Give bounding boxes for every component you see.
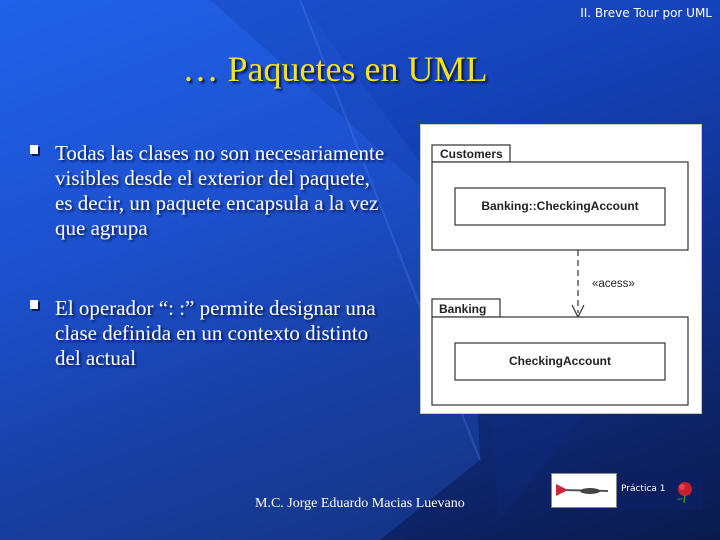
package-name-label: Customers (440, 147, 503, 161)
dart-image (551, 473, 617, 508)
bullet-text: El operador “: :” permite designar una clase definida en un contexto distinto del actual (55, 296, 376, 370)
rose-icon (672, 478, 698, 504)
package-banking (432, 299, 688, 405)
bullet-marker-icon (30, 300, 38, 309)
dependency-arrow (572, 250, 635, 317)
section-header: II. Breve Tour por UML (580, 6, 712, 20)
package-customers (432, 145, 688, 250)
class-name-label: CheckingAccount (508, 354, 612, 368)
slide-title: … Paquetes en UML (182, 49, 488, 89)
class-box-top (455, 188, 665, 225)
uml-package-diagram (420, 124, 702, 414)
package-name-label: Banking (439, 302, 487, 316)
footer-author: M.C. Jorge Eduardo Macias Luevano (255, 496, 465, 511)
class-box-bottom (455, 343, 665, 380)
bullet-item (30, 296, 390, 371)
bullet-marker-icon (30, 145, 38, 154)
stereotype-label: «acess» (592, 278, 635, 290)
bullet-item (30, 141, 390, 241)
class-name-label: Banking::CheckingAccount (481, 199, 639, 213)
practice-label: Práctica 1 (621, 484, 666, 494)
bullet-text: Todas las clases no son necesariamente visibles desde el exterior del paquete, es decir, un paquete encapsula a la vez que agrupa (55, 141, 385, 240)
